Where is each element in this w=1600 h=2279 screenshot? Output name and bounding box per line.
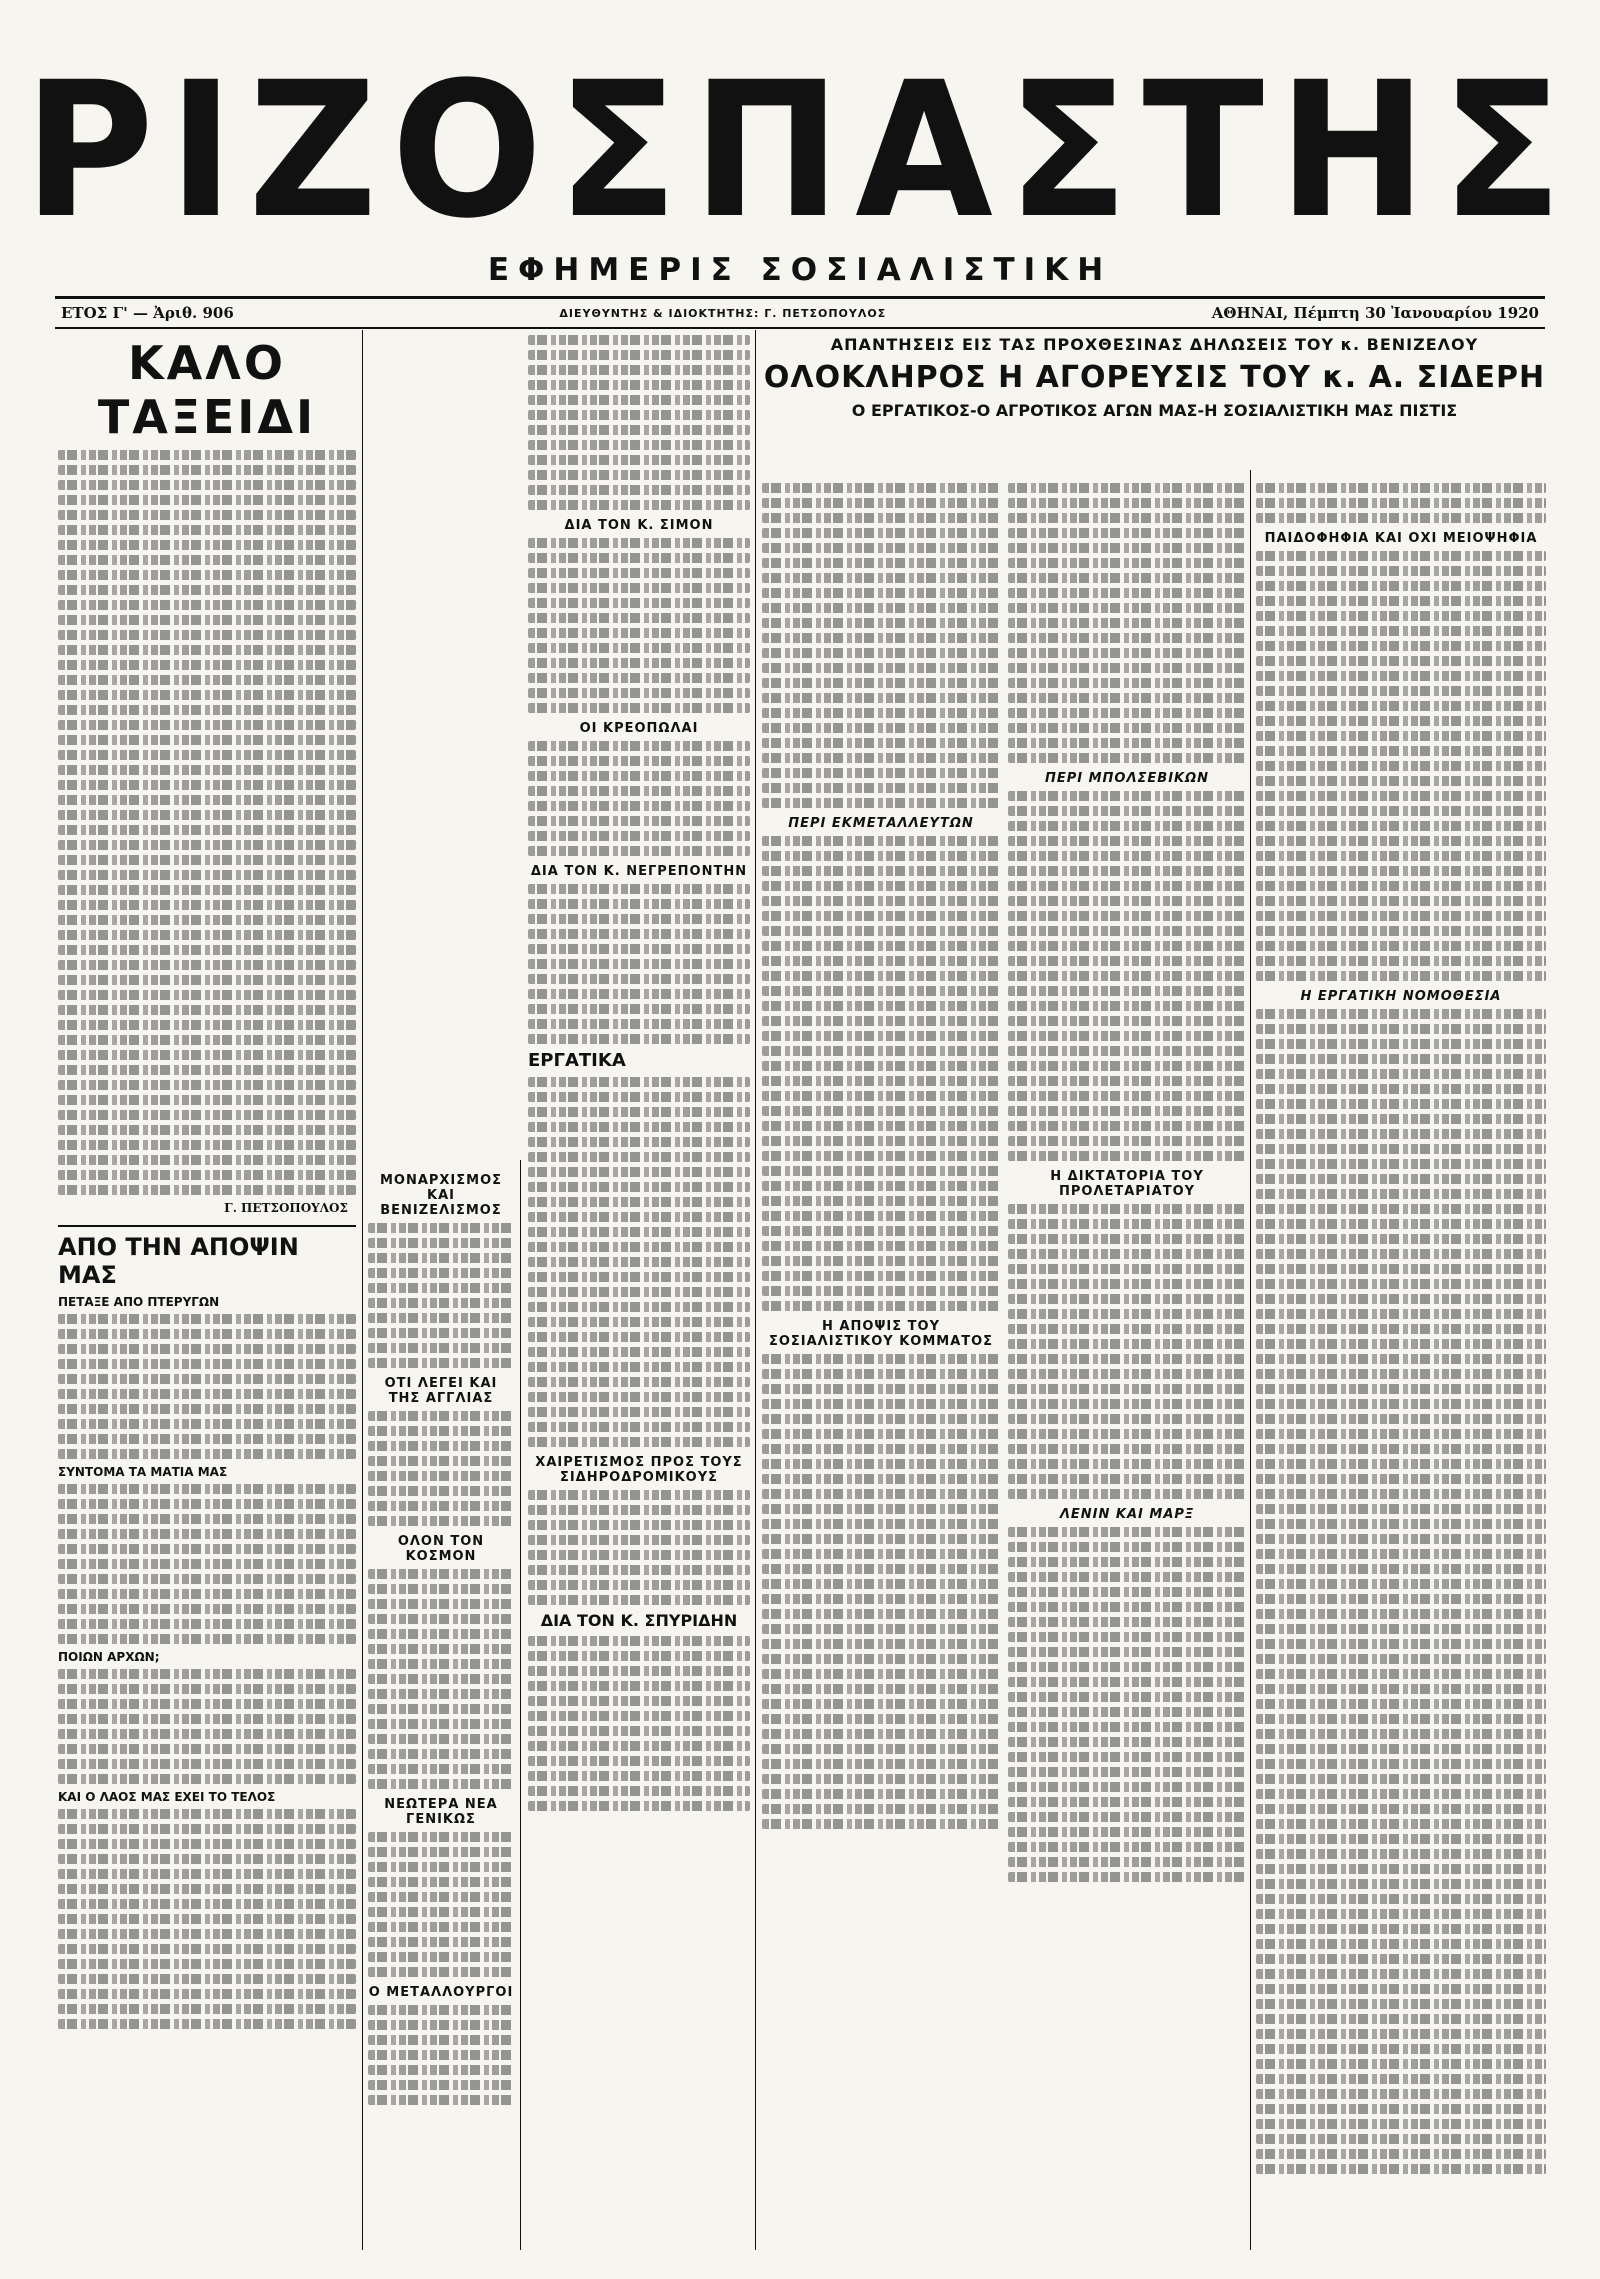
subhead: ΠΕΡΙ ΕΚΜΕΤΑΛΛΕΥΤΩΝ bbox=[788, 816, 974, 831]
feature-column-3 bbox=[1256, 478, 1546, 2248]
subhead: ΔΙΑ ΤΟΝ Κ. ΣΙΜΟΝ bbox=[564, 518, 714, 533]
section-title: ΕΡΓΑΤΙΚΑ bbox=[528, 1050, 626, 1071]
column-rule bbox=[755, 330, 756, 2250]
lead-signature: Γ. ΠΕΤΣΟΠΟΥΛΟΣ bbox=[224, 1201, 348, 1215]
feature-deck: Ο ΕΡΓΑΤΙΚΟΣ-Ο ΑΓΡΟΤΙΚΟΣ ΑΓΩΝ ΜΑΣ-Η ΣΟΣΙΑΛΙΣΤΙΚΗ ΜΑΣ ΠΙΣΤΙΣ bbox=[851, 401, 1458, 420]
feature-kicker: ΑΠΑΝΤΗΣΕΙΣ ΕΙΣ ΤΑΣ ΠΡΟΧΘΕΣΙΝΑΣ ΔΗΛΩΣΕΙΣ ΤΟΥ κ. ΒΕΝΙΖΕΛΟΥ bbox=[830, 335, 1479, 354]
subhead: ΠΕΡΙ ΜΠΟΛΣΕΒΙΚΩΝ bbox=[1044, 771, 1210, 786]
subhead: Ο ΜΕΤΑΛΛΟΥΡΓΟΙ bbox=[368, 1985, 514, 2000]
column-rule bbox=[520, 1160, 521, 2250]
issue-date: ΑΘΗΝΑΙ, Πέμπτη 30 Ἰανουαρίου 1920 bbox=[1211, 304, 1539, 322]
feature-headline: ΟΛΟΚΛΗΡΟΣ Η ΑΓΟΡΕΥΣΙΣ ΤΟΥ κ. Α. ΣΙΔΕΡΗ bbox=[763, 360, 1546, 395]
lead-article-body bbox=[58, 450, 356, 1195]
newspaper-subtitle: ΕΦΗΜΕΡΙΣ ΣΟΣΙΑΛΙΣΤΙΚΗ bbox=[487, 252, 1113, 288]
column-rule bbox=[362, 330, 363, 2250]
column-second bbox=[368, 1165, 514, 2245]
subhead: ΣΥΝΤΟΜΑ ΤΑ ΜΑΤΙΑ ΜΑΣ bbox=[58, 1465, 228, 1479]
publisher-line: ΔΙΕΥΘΥΝΤΗΣ & ΙΔΙΟΚΤΗΤΗΣ: Γ. ΠΕΤΣΟΠΟΥΛΟΣ bbox=[559, 306, 887, 320]
subhead: Η ΔΙΚΤΑΤΟΡΙΑ ΤΟΥ ΠΡΟΛΕΤΑΡΙΑΤΟΥ bbox=[1050, 1169, 1204, 1199]
column-rule bbox=[1250, 470, 1251, 2250]
column-left bbox=[58, 330, 356, 2250]
subhead: ΠΕΤΑΞΕ ΑΠΟ ΠΤΕΡΥΓΩΝ bbox=[58, 1295, 220, 1309]
feature-header bbox=[762, 335, 1547, 475]
issue-info-bar bbox=[55, 296, 1545, 329]
lead-headline: ΚΑΛΟ ΤΑΞΕΙΔΙ bbox=[97, 336, 317, 444]
subhead: ΟΛΟΝ ΤΟΝ ΚΟΣΜΟΝ bbox=[397, 1534, 485, 1564]
subhead: ΠΑΙΔΟΦΗΦΙΑ ΚΑΙ ΟΧΙ ΜΕΙΟΨΗΦΙΑ bbox=[1264, 531, 1538, 546]
newspaper-title: ΡΙΖΟΣΠΑΣΤΗΣ bbox=[23, 41, 1577, 260]
year-issue: ΕΤΟΣ Γ' — Ἀριθ. 906 bbox=[61, 304, 234, 322]
feature-column-1 bbox=[762, 478, 1000, 2248]
section-title: ΔΙΑ ΤΟΝ Κ. ΣΠΥΡΙΔΗΝ bbox=[540, 1611, 738, 1630]
subhead: ΟΙ ΚΡΕΟΠΩΛΑΙ bbox=[579, 721, 699, 736]
subhead: ΟΤΙ ΛΕΓΕΙ ΚΑΙ ΤΗΣ ΑΓΓΛΙΑΣ bbox=[384, 1376, 498, 1406]
subhead: ΝΕΩΤΕΡΑ ΝΕΑ ΓΕΝΙΚΩΣ bbox=[384, 1797, 498, 1827]
subhead: Η ΑΠΟΨΙΣ ΤΟΥ ΣΟΣΙΑΛΙΣΤΙΚΟΥ ΚΟΜΜΑΤΟΣ bbox=[768, 1319, 994, 1349]
feature-column-2 bbox=[1008, 478, 1246, 2248]
subhead: Η ΕΡΓΑΤΙΚΗ ΝΟΜΟΘΕΣΙΑ bbox=[1300, 989, 1502, 1004]
masthead bbox=[0, 0, 1600, 322]
subhead: ΜΟΝΑΡΧΙΣΜΟΣ ΚΑΙ ΒΕΝΙΖΕΛΙΣΜΟΣ bbox=[379, 1173, 503, 1218]
column-middle bbox=[528, 330, 750, 2250]
column-section-title: ΑΠΟ ΤΗΝ ΑΠΟΨΙΝ ΜΑΣ bbox=[58, 1233, 299, 1289]
subhead: ΠΟΙΩΝ ΑΡΧΩΝ; bbox=[58, 1650, 160, 1664]
subhead: ΧΑΙΡΕΤΙΣΜΟΣ ΠΡΟΣ ΤΟΥΣ ΣΙΔΗΡΟΔΡΟΜΙΚΟΥΣ bbox=[535, 1455, 743, 1485]
subhead: ΔΙΑ ΤΟΝ Κ. ΝΕΓΡΕΠΟΝΤΗΝ bbox=[530, 864, 748, 879]
subhead: ΚΑΙ Ο ΛΑΟΣ ΜΑΣ ΕΧΕΙ ΤΟ ΤΕΛΟΣ bbox=[58, 1790, 276, 1804]
subhead: ΛΕΝΙΝ ΚΑΙ ΜΑΡΞ bbox=[1059, 1507, 1195, 1522]
